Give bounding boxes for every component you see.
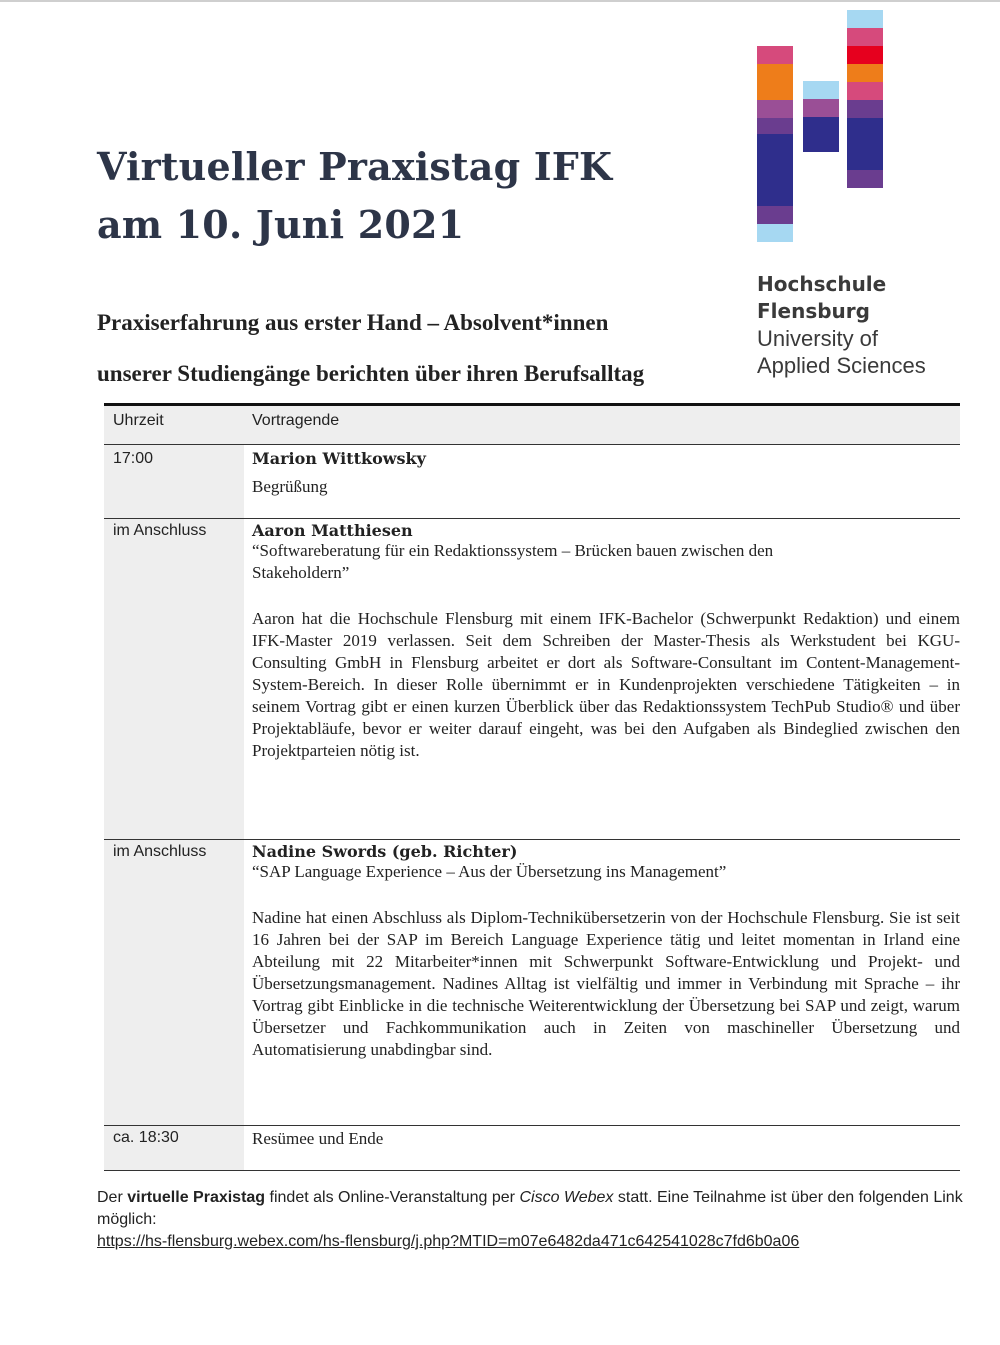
page-top-rule: [0, 0, 1000, 2]
hochschule-flensburg-logo-mark: [757, 10, 885, 242]
logo-tagline-line-2: Applied Sciences: [757, 353, 926, 378]
row-time: 17:00: [104, 445, 244, 518]
logo-name-line-1: Hochschule: [757, 272, 887, 296]
title-line-1: Virtueller Praxistag IFK: [97, 144, 613, 189]
webex-link[interactable]: https://hs-flensburg.webex.com/hs-flensburg/j.php?MTID=m07e6482da471c642541028c7fd6b0a06: [97, 1233, 800, 1250]
talk-title: Resümee und Ende: [252, 1129, 384, 1148]
row-content: [244, 445, 960, 518]
speaker-name: Marion Wittkowsky: [252, 449, 426, 468]
table-row: [104, 445, 960, 519]
footer-suffix: statt. Eine Teilnahme ist über den folgenden Link möglich:: [97, 1189, 963, 1228]
table-header-row: [104, 406, 960, 445]
speaker-description: Aaron hat die Hochschule Flensburg mit einem IFK-Bachelor (Schwerpunkt Redaktion) und einem IFK-Master 2019 verlassen. Seit dem Schreiben der Master-Thesis als Werkstudent bei KGU-Consulting GmbH in Flensburg arbeitet er dort als Software-Consultant im Content-Management-System-Bereich. In dieser Rolle übernimmt er in Kundenprojekten verschiedene Tätigkeiten – in seinem Vortrag gibt er einen kurzen Überblick über das Redaktionssystem TechPub Studio® und über Projektabläufe, bevor er weiter darauf eingeht, was bei den Aufgaben als Bindeglied zwischen den Projektparteien nötig ist.: [252, 609, 960, 760]
title-line-2: am 10. Juni 2021: [97, 202, 465, 247]
row-content: [244, 1126, 960, 1170]
footer-prefix: Der: [97, 1189, 128, 1206]
talk-title: Begrüßung: [252, 477, 328, 496]
footer-bold: virtuelle Praxistag: [127, 1189, 266, 1206]
subtitle-line-1: Praxiserfahrung aus erster Hand – Absolvent*innen: [97, 310, 609, 335]
talk-title: “SAP Language Experience – Aus der Übersetzung ins Management”: [252, 862, 727, 881]
row-content: [244, 519, 960, 839]
logo-wordmark: [757, 271, 926, 379]
table-row: [104, 840, 960, 1126]
row-time: im Anschluss: [104, 840, 244, 1125]
table-row: [104, 1126, 960, 1171]
logo-tagline-line-1: University of: [757, 326, 879, 351]
header-speaker: Vortragende: [244, 406, 960, 444]
schedule-table: [104, 403, 960, 1171]
speaker-name: Aaron Matthiesen: [252, 521, 413, 540]
speaker-name: Nadine Swords (geb. Richter): [252, 842, 518, 861]
talk-title-line-2: Stakeholdern”: [252, 563, 350, 582]
footer-middle: findet als Online-Veranstaltung per: [265, 1189, 520, 1206]
footer-platform: Cisco Webex: [519, 1189, 614, 1206]
event-info: [97, 1187, 967, 1253]
talk-title: [252, 540, 960, 584]
subtitle-line-2: unserer Studiengänge berichten über ihren Berufsalltag: [97, 361, 645, 386]
row-time: im Anschluss: [104, 519, 244, 839]
page-title: [97, 138, 612, 254]
talk-title-line-1: “Softwareberatung für ein Redaktionssystem – Brücken bauen zwischen den: [252, 541, 774, 560]
row-time: ca. 18:30: [104, 1126, 244, 1170]
table-row: [104, 519, 960, 840]
row-content: [244, 840, 960, 1125]
logo-name-line-2: Flensburg: [757, 299, 870, 323]
page-subtitle: [97, 297, 644, 399]
speaker-description: Nadine hat einen Abschluss als Diplom-Technikübersetzerin von der Hochschule Flensburg. Sie ist seit 16 Jahren bei der SAP im Bereich Language Experience tätig und leitet momentan in Irland eine Abteilung mit 22 Mitarbeiter*innen mit Schwerpunkt Software-Entwicklung und Projekt- und Übersetzungsmanagement. Nadines Alltag ist vielfältig und immer in Verbindung mit Sprache – ihr Vortrag gibt Einblicke in die technische Weiterentwicklung der Übersetzung bei SAP und zeigt, warum Übersetzer und Fachkommunikation auch in Zeiten von maschineller Übersetzung und Automatisierung unabdingbar sind.: [252, 908, 960, 1059]
header-time: Uhrzeit: [104, 406, 244, 444]
